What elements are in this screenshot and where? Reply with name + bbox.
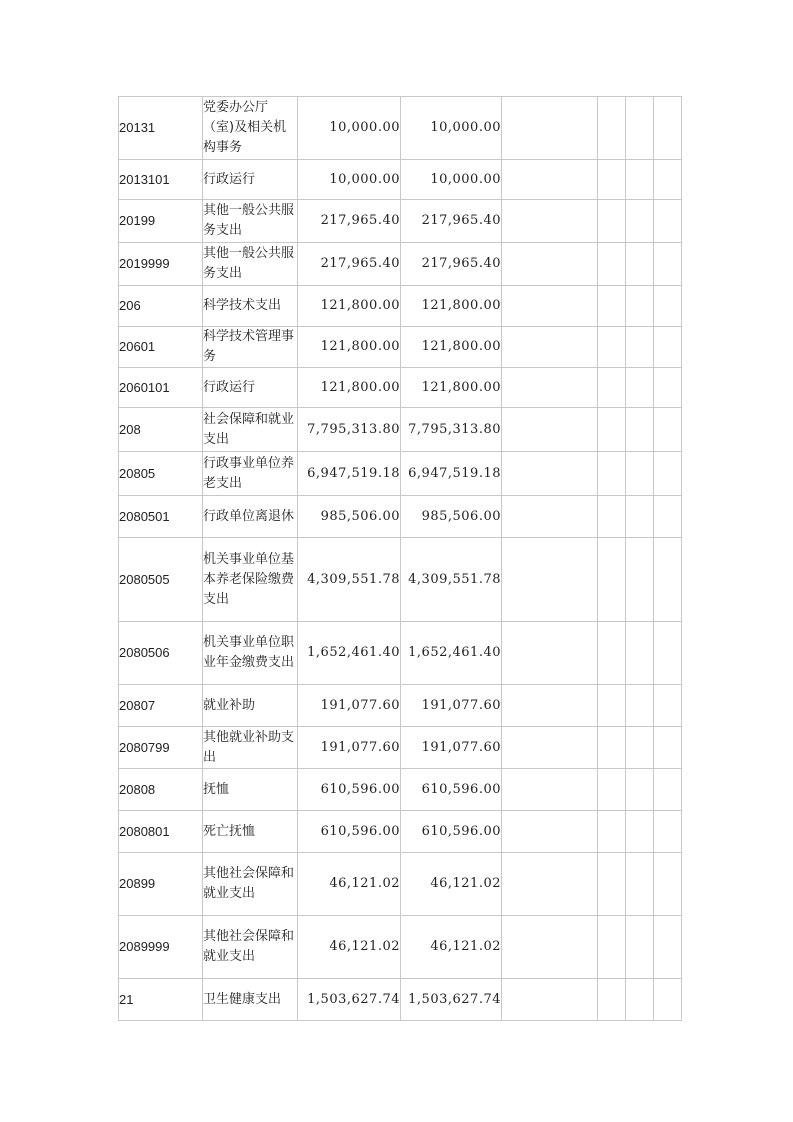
- function-name-cell: 机关事业单位基本养老保险缴费支出: [203, 538, 298, 622]
- basic-expense-amount-cell: 121,800.00: [401, 368, 502, 408]
- total-amount-cell: 191,077.60: [298, 727, 401, 769]
- empty-cell: [502, 727, 598, 769]
- basic-expense-amount-cell: 217,965.40: [401, 200, 502, 243]
- empty-cell: [626, 160, 654, 200]
- empty-cell: [598, 622, 626, 685]
- empty-cell: [598, 769, 626, 811]
- table-row: [119, 685, 682, 727]
- empty-cell: [598, 538, 626, 622]
- empty-cell: [626, 97, 654, 160]
- basic-expense-amount-cell: 1,652,461.40: [401, 622, 502, 685]
- function-code-cell: 20805: [119, 452, 203, 496]
- empty-cell: [626, 979, 654, 1021]
- basic-expense-amount-cell: 10,000.00: [401, 97, 502, 160]
- basic-expense-amount-cell: 1,503,627.74: [401, 979, 502, 1021]
- function-name-cell: 就业补助: [203, 685, 298, 727]
- function-code-cell: 20131: [119, 97, 203, 160]
- function-name-cell: 党委办公厅（室)及相关机构事务: [203, 97, 298, 160]
- empty-cell: [626, 853, 654, 916]
- empty-cell: [502, 622, 598, 685]
- empty-cell: [626, 408, 654, 452]
- empty-cell: [502, 685, 598, 727]
- function-code-cell: 206: [119, 286, 203, 327]
- total-amount-cell: 121,800.00: [298, 286, 401, 327]
- basic-expense-amount-cell: 985,506.00: [401, 496, 502, 538]
- table-row: [119, 496, 682, 538]
- table-row: [119, 368, 682, 408]
- function-name-cell: 科学技术管理事务: [203, 327, 298, 368]
- basic-expense-amount-cell: 46,121.02: [401, 916, 502, 979]
- total-amount-cell: 1,503,627.74: [298, 979, 401, 1021]
- function-name-cell: 死亡抚恤: [203, 811, 298, 853]
- empty-cell: [654, 853, 682, 916]
- function-code-cell: 2080799: [119, 727, 203, 769]
- empty-cell: [502, 327, 598, 368]
- total-amount-cell: 1,652,461.40: [298, 622, 401, 685]
- empty-cell: [598, 286, 626, 327]
- table-row: [119, 286, 682, 327]
- empty-cell: [626, 916, 654, 979]
- basic-expense-amount-cell: 121,800.00: [401, 327, 502, 368]
- total-amount-cell: 610,596.00: [298, 769, 401, 811]
- empty-cell: [598, 811, 626, 853]
- empty-cell: [654, 200, 682, 243]
- empty-cell: [626, 327, 654, 368]
- function-name-cell: 其他社会保障和就业支出: [203, 916, 298, 979]
- total-amount-cell: 46,121.02: [298, 853, 401, 916]
- table-row: [119, 769, 682, 811]
- empty-cell: [502, 200, 598, 243]
- empty-cell: [654, 327, 682, 368]
- table-row: [119, 452, 682, 496]
- empty-cell: [654, 979, 682, 1021]
- empty-cell: [654, 538, 682, 622]
- function-code-cell: 20808: [119, 769, 203, 811]
- basic-expense-amount-cell: 610,596.00: [401, 769, 502, 811]
- empty-cell: [626, 286, 654, 327]
- empty-cell: [502, 916, 598, 979]
- empty-cell: [502, 97, 598, 160]
- empty-cell: [598, 496, 626, 538]
- empty-cell: [598, 979, 626, 1021]
- total-amount-cell: 46,121.02: [298, 916, 401, 979]
- empty-cell: [598, 452, 626, 496]
- empty-cell: [654, 243, 682, 286]
- function-name-cell: 科学技术支出: [203, 286, 298, 327]
- empty-cell: [502, 368, 598, 408]
- total-amount-cell: 217,965.40: [298, 243, 401, 286]
- table-row: [119, 97, 682, 160]
- total-amount-cell: 985,506.00: [298, 496, 401, 538]
- table-row: [119, 622, 682, 685]
- function-code-cell: 208: [119, 408, 203, 452]
- total-amount-cell: 10,000.00: [298, 97, 401, 160]
- table-row: [119, 538, 682, 622]
- empty-cell: [654, 622, 682, 685]
- total-amount-cell: 121,800.00: [298, 368, 401, 408]
- function-code-cell: 2080801: [119, 811, 203, 853]
- function-name-cell: 行政运行: [203, 160, 298, 200]
- basic-expense-amount-cell: 7,795,313.80: [401, 408, 502, 452]
- function-code-cell: 20807: [119, 685, 203, 727]
- basic-expense-amount-cell: 610,596.00: [401, 811, 502, 853]
- empty-cell: [626, 368, 654, 408]
- empty-cell: [502, 243, 598, 286]
- empty-cell: [598, 408, 626, 452]
- budget-table: [118, 96, 682, 1021]
- empty-cell: [626, 200, 654, 243]
- empty-cell: [598, 727, 626, 769]
- empty-cell: [654, 452, 682, 496]
- empty-cell: [654, 97, 682, 160]
- empty-cell: [654, 916, 682, 979]
- empty-cell: [654, 408, 682, 452]
- function-name-cell: 其他就业补助支出: [203, 727, 298, 769]
- function-name-cell: 其他社会保障和就业支出: [203, 853, 298, 916]
- basic-expense-amount-cell: 6,947,519.18: [401, 452, 502, 496]
- total-amount-cell: 7,795,313.80: [298, 408, 401, 452]
- empty-cell: [598, 243, 626, 286]
- empty-cell: [626, 538, 654, 622]
- empty-cell: [502, 979, 598, 1021]
- empty-cell: [654, 685, 682, 727]
- function-name-cell: 行政单位离退休: [203, 496, 298, 538]
- function-code-cell: 2080501: [119, 496, 203, 538]
- basic-expense-amount-cell: 217,965.40: [401, 243, 502, 286]
- empty-cell: [598, 327, 626, 368]
- function-code-cell: 20601: [119, 327, 203, 368]
- function-name-cell: 行政运行: [203, 368, 298, 408]
- table-row: [119, 200, 682, 243]
- empty-cell: [654, 769, 682, 811]
- function-name-cell: 机关事业单位职业年金缴费支出: [203, 622, 298, 685]
- empty-cell: [502, 496, 598, 538]
- table-row: [119, 327, 682, 368]
- table-row: [119, 727, 682, 769]
- empty-cell: [654, 286, 682, 327]
- empty-cell: [654, 160, 682, 200]
- total-amount-cell: 10,000.00: [298, 160, 401, 200]
- empty-cell: [654, 727, 682, 769]
- empty-cell: [626, 727, 654, 769]
- total-amount-cell: 6,947,519.18: [298, 452, 401, 496]
- empty-cell: [598, 853, 626, 916]
- function-code-cell: 2019999: [119, 243, 203, 286]
- total-amount-cell: 121,800.00: [298, 327, 401, 368]
- empty-cell: [502, 286, 598, 327]
- empty-cell: [654, 811, 682, 853]
- table-row: [119, 160, 682, 200]
- empty-cell: [502, 408, 598, 452]
- total-amount-cell: 191,077.60: [298, 685, 401, 727]
- total-amount-cell: 4,309,551.78: [298, 538, 401, 622]
- empty-cell: [502, 811, 598, 853]
- empty-cell: [626, 622, 654, 685]
- empty-cell: [598, 916, 626, 979]
- empty-cell: [626, 496, 654, 538]
- function-code-cell: 2013101: [119, 160, 203, 200]
- empty-cell: [654, 368, 682, 408]
- empty-cell: [626, 811, 654, 853]
- basic-expense-amount-cell: 121,800.00: [401, 286, 502, 327]
- function-code-cell: 2060101: [119, 368, 203, 408]
- empty-cell: [502, 769, 598, 811]
- function-name-cell: 其他一般公共服务支出: [203, 243, 298, 286]
- function-name-cell: 卫生健康支出: [203, 979, 298, 1021]
- empty-cell: [598, 200, 626, 243]
- empty-cell: [626, 243, 654, 286]
- empty-cell: [598, 368, 626, 408]
- table-row: [119, 979, 682, 1021]
- table-row: [119, 916, 682, 979]
- table-row: [119, 408, 682, 452]
- empty-cell: [502, 538, 598, 622]
- function-name-cell: 抚恤: [203, 769, 298, 811]
- empty-cell: [626, 769, 654, 811]
- function-code-cell: 20199: [119, 200, 203, 243]
- empty-cell: [502, 160, 598, 200]
- basic-expense-amount-cell: 191,077.60: [401, 685, 502, 727]
- basic-expense-amount-cell: 191,077.60: [401, 727, 502, 769]
- total-amount-cell: 610,596.00: [298, 811, 401, 853]
- function-name-cell: 社会保障和就业支出: [203, 408, 298, 452]
- empty-cell: [502, 452, 598, 496]
- table-row: [119, 811, 682, 853]
- basic-expense-amount-cell: 46,121.02: [401, 853, 502, 916]
- empty-cell: [626, 685, 654, 727]
- empty-cell: [654, 496, 682, 538]
- basic-expense-amount-cell: 4,309,551.78: [401, 538, 502, 622]
- empty-cell: [626, 452, 654, 496]
- function-name-cell: 行政事业单位养老支出: [203, 452, 298, 496]
- function-code-cell: 2080505: [119, 538, 203, 622]
- empty-cell: [598, 685, 626, 727]
- function-code-cell: 2089999: [119, 916, 203, 979]
- function-name-cell: 其他一般公共服务支出: [203, 200, 298, 243]
- table-body: [119, 97, 682, 1021]
- function-code-cell: 2080506: [119, 622, 203, 685]
- basic-expense-amount-cell: 10,000.00: [401, 160, 502, 200]
- function-code-cell: 20899: [119, 853, 203, 916]
- table-row: [119, 243, 682, 286]
- table-row: [119, 853, 682, 916]
- function-code-cell: 21: [119, 979, 203, 1021]
- total-amount-cell: 217,965.40: [298, 200, 401, 243]
- empty-cell: [598, 97, 626, 160]
- empty-cell: [502, 853, 598, 916]
- empty-cell: [598, 160, 626, 200]
